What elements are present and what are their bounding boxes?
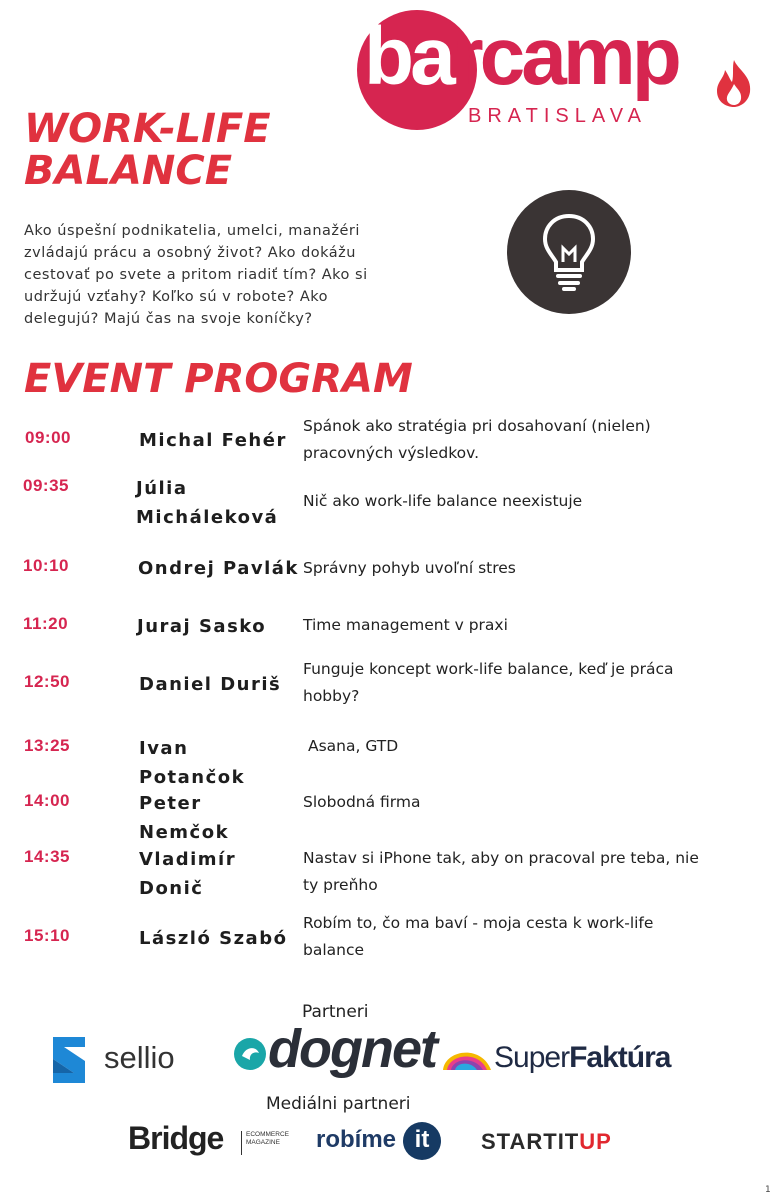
speaker-name: Peter Nemčok: [139, 793, 230, 843]
page-number: 1: [765, 1185, 771, 1195]
time-0935: 09:35: [23, 476, 69, 495]
sellio-logo-icon: [50, 1033, 88, 1087]
superfaktura-a: Super: [494, 1041, 570, 1074]
time-1250: 12:50: [24, 672, 70, 691]
bridge-subtitle: ECOMMERCE MAGAZINE: [241, 1131, 286, 1155]
sellio-logo: sellio: [104, 1040, 175, 1075]
talk-title: Slobodná firma: [303, 793, 421, 811]
talk-title: Funguje koncept work-life balance, keď je práca hobby?: [303, 660, 674, 705]
time-1120: 11:20: [23, 614, 69, 633]
speaker-name: Juraj Sasko: [137, 616, 267, 637]
startitup-a: STARTIT: [481, 1129, 580, 1154]
dognet-logo-icon: [232, 1036, 268, 1072]
speaker-name: Daniel Duriš: [139, 674, 282, 695]
talk-title: Spánok ako stratégia pri dosahovaní (nielen) pracovných výsledkov.: [303, 417, 651, 462]
bulb-badge: [507, 190, 631, 314]
time-1400: 14:00: [24, 791, 70, 810]
heading-line-2: BALANCE: [24, 148, 233, 194]
time-1510: 15:10: [24, 926, 70, 945]
time-0900: 09:00: [25, 428, 71, 447]
speaker-name: László Szabó: [139, 928, 288, 949]
talk-title: Nič ako work-life balance neexistuje: [303, 492, 583, 510]
speaker-name: Ivan Potančok: [139, 738, 246, 788]
superfaktura-logo-icon: [441, 1042, 493, 1072]
startitup-b: UP: [579, 1129, 612, 1154]
time-1325: 13:25: [24, 736, 70, 755]
heading-line-1: WORK-LIFE: [24, 106, 271, 152]
logo-word-first: ba: [364, 11, 452, 102]
superfaktura-b: Faktúra: [569, 1041, 671, 1074]
robime-it-badge: it: [403, 1122, 441, 1160]
partners-label: Partneri: [302, 1002, 369, 1022]
lightbulb-icon: [539, 212, 599, 292]
program-title: EVENT PROGRAM: [24, 356, 413, 402]
robime-logo: robíme: [316, 1126, 397, 1153]
talk-title: Nastav si iPhone tak, aby on pracoval pre teba, nie ty preňho: [303, 849, 699, 894]
startitup-logo: [481, 1131, 612, 1153]
time-1435: 14:35: [24, 847, 70, 866]
logo-subtitle: BRATISLAVA: [468, 105, 647, 127]
logo-word-rest: rcamp: [451, 11, 678, 102]
speaker-name: Ondrej Pavlák: [138, 558, 299, 579]
bridge-logo: Bridge: [128, 1120, 224, 1156]
barcamp-logo: [364, 11, 678, 102]
talk-title: Správny pohyb uvoľní stres: [303, 559, 516, 577]
speaker-name: Vladimír Donič: [139, 849, 237, 899]
talk-title: Robím to, čo ma baví - moja cesta k work-life balance: [303, 914, 654, 959]
speaker-name: Michal Fehér: [139, 430, 287, 451]
dognet-logo: dognet: [268, 1019, 436, 1079]
intro-paragraph: Ako úspešní podnikatelia, umelci, manažéri zvládajú prácu a osobný život? Ako dokážu cestovať po svete a pritom riadiť tím? Ako si udržujú vzťahy? Koľko sú v robote? Ako delegujú? Majú čas na svoje koníčky?: [24, 223, 368, 327]
superfaktura-logo: [494, 1043, 670, 1073]
speaker-name: Júlia Micháleková: [136, 478, 279, 528]
talk-title: Asana, GTD: [308, 737, 399, 755]
time-1010: 10:10: [23, 556, 69, 575]
talk-title: Time management v praxi: [303, 616, 508, 634]
media-partners-label: Mediálni partneri: [266, 1094, 411, 1114]
flame-icon: [712, 58, 756, 108]
